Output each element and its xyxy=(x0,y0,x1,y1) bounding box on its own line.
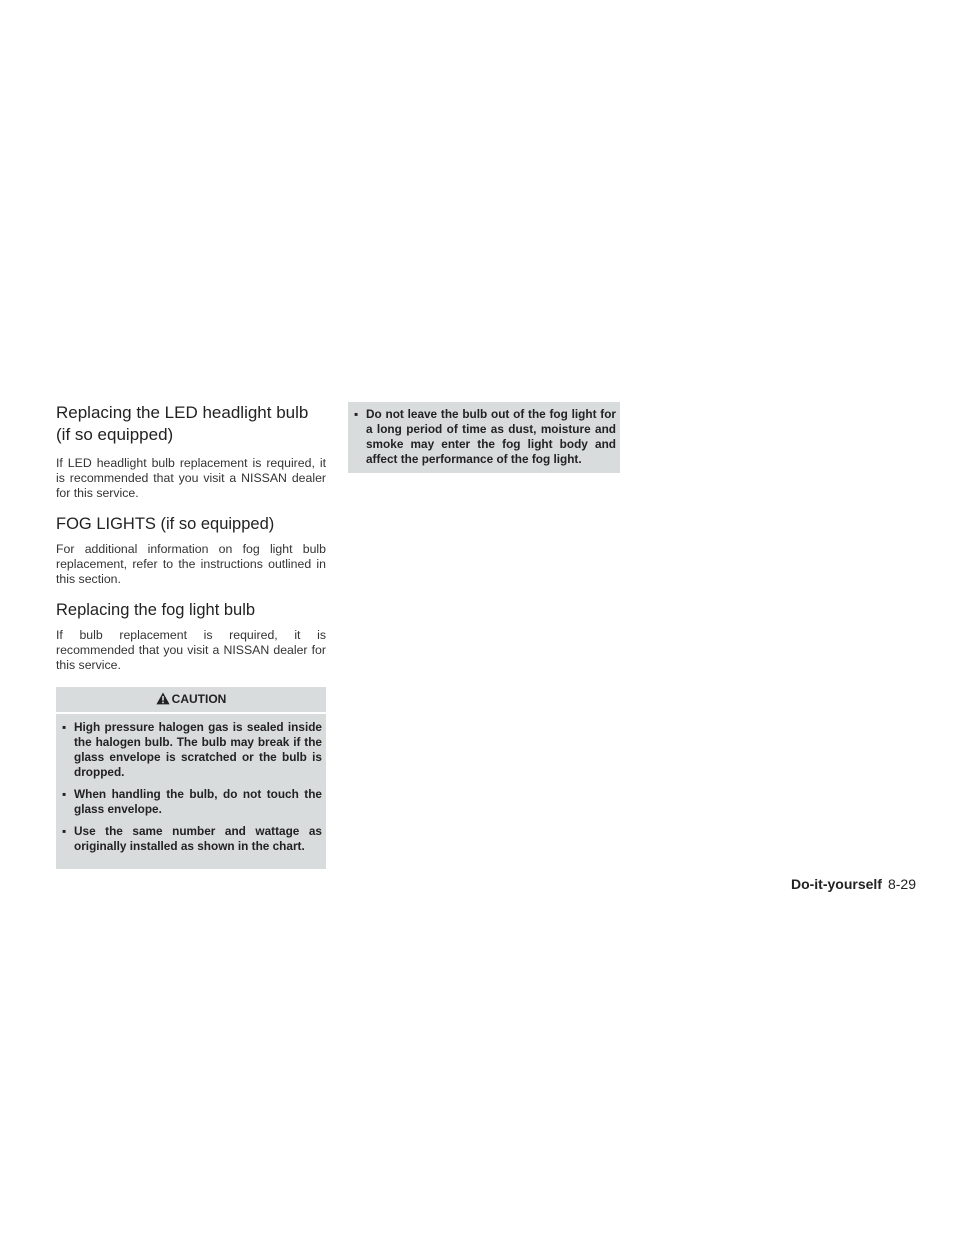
page-footer xyxy=(791,876,916,892)
paragraph-led-headlight: If LED headlight bulb replacement is required, it is recommended that you visit a NISSAN dealer for this service. xyxy=(56,456,326,500)
right-column xyxy=(348,402,620,473)
caution-box xyxy=(56,687,326,869)
caution-header xyxy=(60,687,322,712)
paragraph-fog-lights: For additional information on fog light bulb replacement, refer to the instructions outlined in this section. xyxy=(56,542,326,586)
bullet-icon: ▪ xyxy=(62,787,67,801)
caution-continued-box xyxy=(348,402,620,473)
list-item: ▪ High pressure halogen gas is sealed inside the halogen bulb. The bulb may break if the glass envelope is scratched or the bulb is dropped. xyxy=(62,720,322,779)
page-number: 8-29 xyxy=(887,876,916,892)
list-item: ▪ When handling the bulb, do not touch the glass envelope. xyxy=(62,787,322,816)
paragraph-replacing-fog-bulb: If bulb replacement is required, it is recommended that you visit a NISSAN dealer for this service. xyxy=(56,628,326,672)
left-column xyxy=(56,402,326,869)
bullet-icon: ▪ xyxy=(62,720,67,734)
heading-replacing-fog-bulb: Replacing the fog light bulb xyxy=(56,601,256,619)
heading-led-headlight: Replacing the LED headlight bulb (if so equipped) xyxy=(56,403,309,444)
footer-section-title: Do-it-yourself xyxy=(790,876,882,892)
caution-divider xyxy=(56,712,326,714)
caution-continued-list xyxy=(352,407,616,467)
bullet-icon: ▪ xyxy=(354,407,359,421)
list-item: ▪ Do not leave the bulb out of the fog light for a long period of time as dust, moisture and smoke may enter the fog light body and affect the performance of the fog light. xyxy=(354,407,616,466)
warning-triangle-icon xyxy=(156,692,170,705)
list-item: ▪ Use the same number and wattage as originally installed as shown in the chart. xyxy=(62,824,322,853)
caution-title: CAUTION xyxy=(171,692,227,706)
caution-list xyxy=(60,720,322,854)
bullet-icon: ▪ xyxy=(62,824,67,838)
heading-fog-lights: FOG LIGHTS (if so equipped) xyxy=(56,515,275,533)
